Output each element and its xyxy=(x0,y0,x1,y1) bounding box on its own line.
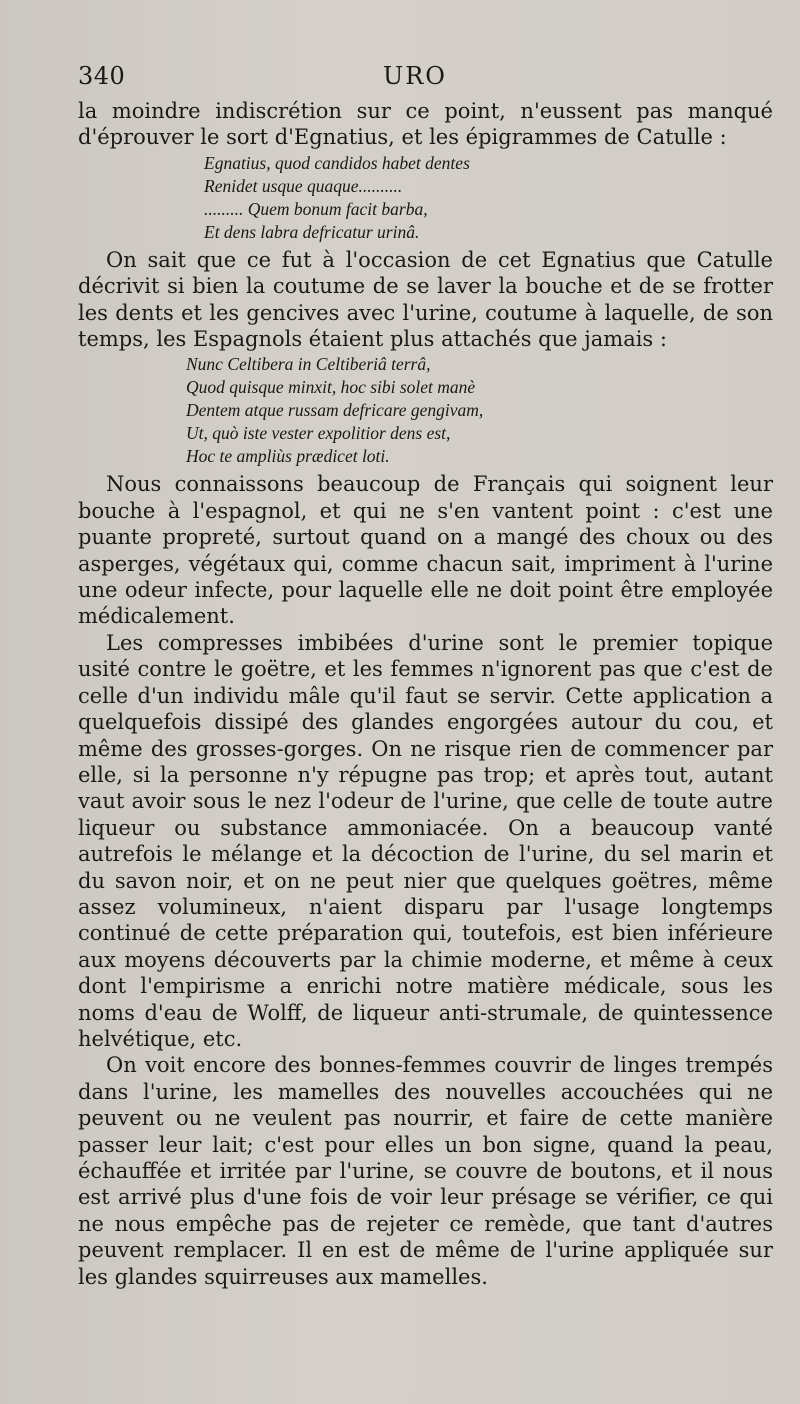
quote-1-line-1: Egnatius, quod candidos habet dentes xyxy=(204,152,470,173)
quote-1-line-2: Renidet usque quaque.......... xyxy=(204,175,403,196)
paragraph-3: Nous connaissons beaucoup de Français qui soignent leur bouche à l'espagnol, et qui ne s'en vantent point : c'est une puante propreté, surtout quand on a mangé des choux ou des asperges, végétaux qui, comme chacun sait, impriment à l'urine une odeur infecte, pour laquelle elle ne doit point être employée médicalement. xyxy=(78,472,773,629)
paragraph-5: On voit encore des bonnes-femmes couvrir de linges trempés dans l'urine, les mamelles des nouvelles accouchées qui ne peuvent ou ne veulent pas nourrir, et faire de cette manière passer leur lait; c'est pour elles un bon signe, quand la peau, échauffée et irritée par l'urine, se couvre de boutons, et il nous est arrivé plus d'une fois de voir leur présage se vérifier, ce qui ne nous empêche pas de rejeter ce remède, que tant d'autres peuvent remplacer. Il en est de même de l'urine appliquée sur les glandes squirreuses aux mamelles. xyxy=(78,1053,773,1289)
paragraph-4: Les compresses imbibées d'urine sont le premier topique usité contre le goëtre, et les femmes n'ignorent pas que c'est de celle d'un individu mâle qu'il faut se servir. Cette application a quelquefois dissipé des glandes engorgées autour du cou, et même des grosses-gorges. On ne risque rien de commencer par elle, si la personne n'y répugne pas trop; et après tout, autant vaut avoir sous le nez l'odeur de l'urine, que celle de toute autre liqueur ou substance ammoniacée. On a beaucoup vanté autrefois le mélange et la décoction de l'urine, du sel marin et du savon noir, et on ne peut nier que quelques goëtres, même assez volumineux, n'aient disparu par l'usage longtemps continué de cette préparation qui, toutefois, est bien inférieure aux moyens découverts par la chimie moderne, et même à ceux dont l'empirisme a enrichi notre matière médicale, sous les noms d'eau de Wolff, de liqueur anti-strumale, de quintessence helvétique, etc. xyxy=(78,630,773,1051)
page-number: 340 xyxy=(78,62,126,90)
latin-quote-2 xyxy=(78,353,773,468)
paragraph-2: On sait que ce fut à l'occasion de cet Egnatius que Catulle décrivit si bien la coutume de se laver la bouche et de se frotter les dents et les gencives avec l'urine, coutume à laquelle, de son temps, les Espagnols étaient plus attachés que jamais : xyxy=(78,247,773,352)
quote-2-line-2: Quod quisque minxit, hoc sibi solet manè xyxy=(186,377,476,398)
running-head: URO xyxy=(383,62,447,90)
paragraph-1: la moindre indiscrétion sur ce point, n'eussent pas manqué d'éprouver le sort d'Egnatius, et les épigrammes de Catulle : xyxy=(78,99,773,150)
latin-quote-1 xyxy=(78,152,773,244)
quote-1-line-3: ......... Quem bonum facit barba, xyxy=(204,198,428,219)
quote-1-line-4: Et dens labra defricatur urinâ. xyxy=(204,221,420,242)
quote-2-line-4: Ut, quò iste vester expolitior dens est, xyxy=(186,423,451,444)
page-body xyxy=(78,98,773,1290)
page-header xyxy=(78,62,768,96)
quote-2-line-1: Nunc Celtibera in Celtiberiâ terrâ, xyxy=(186,354,431,375)
quote-2-line-5: Hoc te ampliùs prædicet loti. xyxy=(186,446,390,467)
quote-2-line-3: Dentem atque russam defricare gengivam, xyxy=(186,400,484,421)
